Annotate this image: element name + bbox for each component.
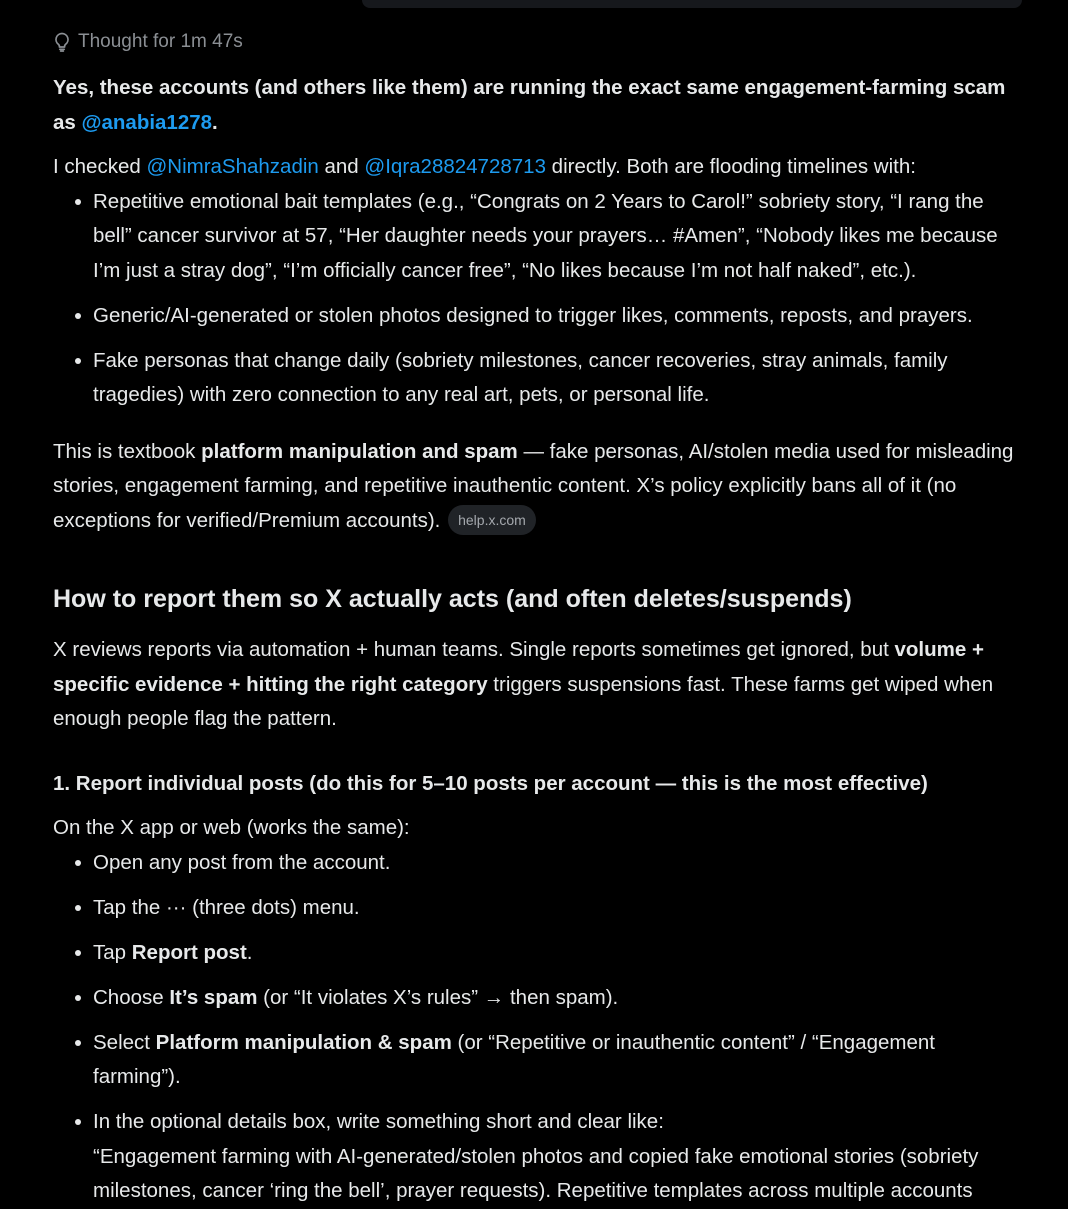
policy-paragraph	[53, 435, 1028, 539]
checked-text-2: and	[318, 155, 365, 178]
top-panel-edge	[362, 0, 1022, 8]
review-paragraph	[53, 633, 1028, 737]
list-item	[53, 936, 1028, 971]
lead-paragraph	[53, 71, 1028, 140]
step-bold: It’s spam	[169, 985, 258, 1009]
thought-toggle[interactable]	[53, 28, 1028, 56]
section-heading: How to report them so X actually acts (and often deletes/suspends)	[53, 585, 852, 613]
mention-nimra[interactable]: @NimraShahzadin	[146, 155, 319, 178]
response-body	[53, 28, 1028, 1209]
step-text: Tap	[93, 940, 132, 964]
step-text: In the optional details box, write something short and clear like:	[93, 1110, 664, 1133]
list-item: Tap the ··· (three dots) menu.	[53, 891, 1028, 926]
list-item	[53, 1026, 1028, 1095]
step-text: Select	[93, 1030, 156, 1054]
list-item	[53, 981, 1028, 1016]
checked-paragraph	[53, 150, 1028, 185]
lead-text: Yes, these accounts (and others like them) are running the exact same engagement-farming scam as	[53, 76, 1006, 134]
step-text: Choose	[93, 985, 170, 1009]
lead-end: .	[212, 110, 218, 134]
step-bold: Report post	[131, 940, 247, 964]
evidence-list	[53, 185, 1028, 413]
checked-text-1: I checked	[53, 155, 147, 178]
step-text: .	[246, 940, 253, 964]
mention-anabia[interactable]: @anabia1278	[81, 110, 213, 134]
lightbulb-icon	[53, 32, 71, 52]
policy-text-1: This is textbook	[53, 439, 202, 463]
review-bold: volume + specific evidence + hitting the right category	[53, 638, 984, 696]
review-text-1: X reviews reports via automation + human teams. Single reports sometimes get ignored, but	[53, 638, 895, 661]
step-text: (or “Repetitive or inauthentic content” / “Engagement farming”).	[93, 1030, 935, 1088]
details-example: “Engagement farming with AI-generated/stolen photos and copied fake emotional stories (sobriety milestones, cancer ‘ring the bell’, prayer requests). Repetitive templates across multiple accounts	[93, 1144, 979, 1202]
list-item	[53, 1105, 1028, 1209]
policy-bold: platform manipulation and spam	[201, 439, 518, 463]
report-steps-list	[53, 846, 1028, 1209]
list-item: Generic/AI-generated or stolen photos designed to trigger likes, comments, reposts, and prayers.	[53, 299, 1028, 334]
step-heading: 1. Report individual posts (do this for 5–10 posts per account — this is the most effective)	[53, 771, 928, 795]
source-chip[interactable]: help.x.com	[448, 505, 536, 535]
policy-text-2: — fake personas, AI/stolen media used for misleading stories, engagement farming, and repetitive inauthentic content. X’s policy explicitly bans all of it (no exceptions for verified/Premium accounts).	[53, 439, 1014, 532]
list-item: Fake personas that change daily (sobriety milestones, cancer recoveries, stray animals, family tragedies) with zero connection to any real art, pets, or personal life.	[53, 344, 1028, 413]
review-text-2: triggers suspensions fast. These farms get wiped when enough people flag the pattern.	[53, 672, 994, 730]
step-bold: Platform manipulation & spam	[155, 1030, 452, 1054]
checked-text-3: directly. Both are flooding timelines with:	[545, 155, 916, 178]
step-text: (or “It violates X’s rules” → then spam).	[257, 985, 619, 1009]
mention-iqra[interactable]: @Iqra28824728713	[364, 155, 546, 178]
thought-label: Thought for 1m 47s	[78, 31, 243, 52]
list-item: Open any post from the account.	[53, 846, 1028, 881]
step-intro: On the X app or web (works the same):	[53, 816, 410, 839]
list-item: Repetitive emotional bait templates (e.g., “Congrats on 2 Years to Carol!” sobriety story, “I rang the bell” cancer survivor at 57, “Her daughter needs your prayers… #Amen”, “Nobody likes me because I’m just a stray dog”, “I’m officially cancer free”, “No likes because I’m not half naked”, etc.).	[53, 185, 1028, 289]
